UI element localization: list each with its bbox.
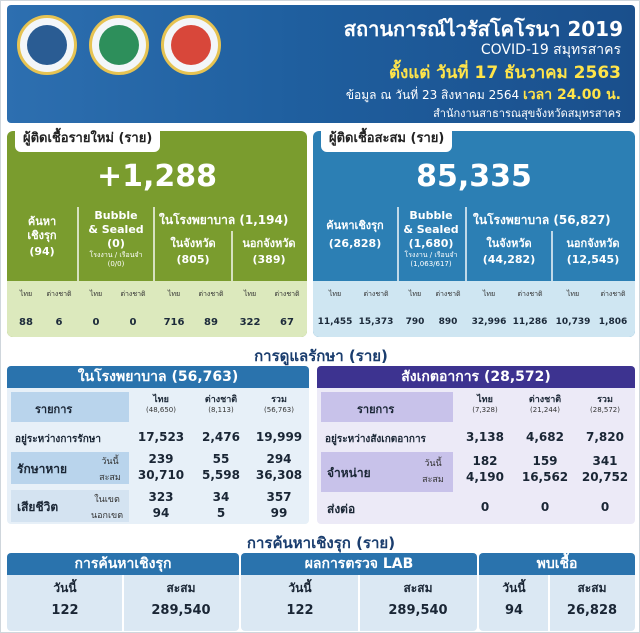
cum-search-value: (26,828) — [328, 237, 382, 250]
label-thai: ไทย — [328, 290, 342, 298]
discharged-today-label: วันนี้ — [424, 459, 442, 469]
label-foreign: ต่างชาติ — [274, 290, 300, 298]
new-bubble-label: Bubble & Sealed — [88, 209, 144, 236]
new-cases-panel — [7, 131, 307, 337]
lab-result-box — [241, 553, 477, 631]
new-search-thai: 88 — [19, 317, 33, 328]
new-search-label: ค้นหา เชิงรุก — [27, 215, 57, 242]
discharged-cum-foreign: 16,562 — [521, 470, 569, 484]
deaths-out-thai: 94 — [152, 506, 170, 520]
discharged-today-total: 341 — [592, 454, 618, 468]
new-out-province: นอกจังหวัด — [242, 237, 296, 250]
label-foreign: ต่างชาติ — [198, 290, 224, 298]
active-search-title: การค้นหาเชิงรุก — [7, 553, 239, 575]
label-foreign: ต่างชาติ — [517, 290, 543, 298]
row-recovered-label: รักษาหาย — [17, 462, 68, 476]
cum-search-label: ค้นหาเชิงรุก — [326, 219, 384, 232]
hospital-care-table — [7, 366, 309, 524]
row-discharged-label: จำหน่าย — [327, 466, 371, 480]
cumulative-total: 85,335 — [416, 159, 532, 194]
observing-foreign: 4,682 — [526, 430, 564, 444]
cum-out-thai: 10,739 — [555, 317, 591, 327]
new-search-foreign: 6 — [55, 317, 63, 328]
discharged-today-thai: 182 — [472, 454, 498, 468]
cum-in-thai: 32,996 — [471, 317, 507, 327]
new-cases-numbers — [7, 281, 307, 337]
new-out-foreign: 67 — [280, 317, 294, 328]
referred-foreign: 0 — [540, 500, 550, 514]
col-total-sub: (56,763) — [264, 406, 294, 414]
data-date-text: ข้อมูล ณ วันที่ 23 สิงหาคม 2564 — [345, 88, 520, 102]
cum-bubble-note-value: (1,063/617) — [410, 260, 452, 268]
label-thai: ไทย — [566, 290, 580, 298]
cum-bubble-label: Bubble & Sealed — [403, 209, 459, 236]
new-cases-total: +1,288 — [96, 159, 218, 194]
ministry-public-health-logo — [89, 15, 149, 75]
label-thai: ไทย — [89, 290, 103, 298]
label-thai: ไทย — [408, 290, 422, 298]
row-treating-label: อยู่ระหว่างการรักษา — [15, 434, 101, 445]
new-bubble-value: (0) — [107, 237, 125, 250]
found-today: 94 — [504, 603, 524, 618]
new-in-thai: 716 — [163, 317, 185, 328]
cum-hospital-label: ในโรงพยาบาล (56,827) — [473, 213, 611, 227]
observation-title: สังเกตอาการ (28,572) — [317, 366, 635, 388]
recovered-cum-foreign: 5,598 — [202, 468, 240, 482]
label-foreign: ต่างชาติ — [120, 290, 146, 298]
active-search-today: 122 — [51, 603, 79, 618]
treating-total: 19,999 — [255, 430, 303, 444]
found-cum-label: สะสม — [577, 581, 607, 595]
organization: สำนักงานสาธารณสุขจังหวัดสมุทรสาคร — [433, 107, 621, 120]
province-seal-logo — [17, 15, 77, 75]
care-section-title: การดูแลรักษา (ราย) — [254, 347, 388, 365]
recovered-today-total: 294 — [266, 452, 292, 466]
new-bubble-note-value: (0/0) — [107, 260, 125, 268]
lab-result-title: ผลการตรวจ LAB — [241, 553, 477, 575]
search-section-title: การค้นหาเชิงรุก (ราย) — [246, 534, 396, 552]
cum-in-province-value: (44,282) — [482, 253, 536, 266]
new-in-foreign: 89 — [204, 317, 218, 328]
header-banner — [7, 5, 635, 123]
discharged-today-foreign: 159 — [532, 454, 558, 468]
col-foreign: ต่างชาติ — [204, 395, 238, 405]
label-thai: ไทย — [482, 290, 496, 298]
new-out-thai: 322 — [239, 317, 261, 328]
since-date: ตั้งแต่ วันที่ 17 ธันวาคม 2563 — [388, 63, 621, 83]
recovered-cum-total: 36,308 — [255, 468, 303, 482]
new-in-province-value: (805) — [176, 253, 210, 266]
cum-bubble-value: (1,680) — [408, 237, 454, 250]
cumulative-panel — [313, 131, 635, 337]
referred-total: 0 — [600, 500, 610, 514]
col-item: รายการ — [357, 403, 395, 416]
lab-today: 122 — [286, 603, 314, 618]
col-foreign-sub: (8,113) — [208, 406, 234, 414]
col-item: รายการ — [35, 403, 73, 416]
col-thai-sub: (7,328) — [472, 406, 498, 414]
recovered-today-foreign: 55 — [212, 452, 230, 466]
label-foreign: ต่างชาติ — [363, 290, 389, 298]
page-title: สถานการณ์ไวรัสโคโรนา 2019 — [343, 17, 623, 41]
recovered-cum-label: สะสม — [99, 473, 121, 483]
observing-thai: 3,138 — [466, 430, 504, 444]
cum-out-foreign: 1,806 — [598, 317, 628, 327]
recovered-today-label: วันนี้ — [101, 457, 119, 467]
treating-thai: 17,523 — [137, 430, 185, 444]
active-search-box — [7, 553, 239, 631]
label-thai: ไทย — [243, 290, 257, 298]
found-today-label: วันนี้ — [502, 581, 526, 595]
lab-cum-label: สะสม — [403, 581, 433, 595]
new-bubble-note — [81, 251, 151, 269]
deaths-out-label: นอกเขต — [90, 511, 124, 521]
cum-bubble-note — [399, 251, 463, 269]
cum-out-province: นอกจังหวัด — [566, 237, 620, 250]
label-foreign: ต่างชาติ — [600, 290, 626, 298]
deaths-in-total: 357 — [266, 490, 292, 504]
found-infection-box — [479, 553, 635, 631]
col-thai-sub: (48,650) — [146, 406, 176, 414]
active-search-cum-label: สะสม — [166, 581, 196, 595]
discharged-cum-total: 20,752 — [581, 470, 629, 484]
col-total: รวม — [597, 395, 613, 405]
cum-in-foreign: 11,286 — [512, 317, 548, 327]
new-in-province: ในจังหวัด — [170, 237, 216, 250]
cum-bubble-foreign: 890 — [438, 317, 458, 327]
label-foreign: ต่างชาติ — [435, 290, 461, 298]
col-foreign: ต่างชาติ — [528, 395, 562, 405]
treating-foreign: 2,476 — [202, 430, 240, 444]
new-bubble-note-text: โรงงาน / เรือนจำ — [89, 251, 143, 259]
cum-out-province-value: (12,545) — [566, 253, 620, 266]
row-deaths-label: เสียชีวิต — [17, 500, 59, 514]
cum-bubble-thai: 790 — [405, 317, 425, 327]
hospital-care-title: ในโรงพยาบาล (56,763) — [7, 366, 309, 388]
cumulative-numbers — [313, 281, 635, 337]
discharged-cum-thai: 4,190 — [466, 470, 504, 484]
row-observing-label: อยู่ระหว่างสังเกตอาการ — [325, 434, 426, 445]
data-date — [346, 84, 621, 106]
recovered-cum-thai: 30,710 — [137, 468, 185, 482]
new-cases-title: ผู้ติดเชื้อรายใหม่ (ราย) — [15, 123, 160, 152]
deaths-in-label: ในเขต — [94, 495, 120, 505]
deaths-out-total: 99 — [270, 506, 288, 520]
new-search-value: (94) — [29, 245, 55, 258]
cum-search-foreign: 15,373 — [358, 317, 394, 327]
observation-table — [317, 366, 635, 524]
deaths-out-foreign: 5 — [216, 506, 226, 520]
col-foreign-sub: (21,244) — [530, 406, 560, 414]
label-thai: ไทย — [167, 290, 181, 298]
observing-total: 7,820 — [586, 430, 624, 444]
page-subtitle: COVID-19 สมุทรสาคร — [480, 42, 621, 58]
found-infection-title: พบเชื้อ — [479, 553, 635, 575]
referred-thai: 0 — [480, 500, 490, 514]
cum-in-province: ในจังหวัด — [486, 237, 532, 250]
new-bubble-foreign: 0 — [129, 317, 137, 328]
data-time: เวลา 24.00 น. — [522, 87, 621, 103]
label-thai: ไทย — [19, 290, 33, 298]
health-office-logo — [161, 15, 221, 75]
deaths-in-thai: 323 — [148, 490, 174, 504]
deaths-in-foreign: 34 — [212, 490, 230, 504]
col-total: รวม — [271, 395, 287, 405]
col-thai: ไทย — [477, 395, 493, 405]
label-foreign: ต่างชาติ — [46, 290, 72, 298]
col-total-sub: (28,572) — [590, 406, 620, 414]
recovered-today-thai: 239 — [148, 452, 174, 466]
new-hospital-label: ในโรงพยาบาล (1,194) — [159, 213, 289, 227]
active-search-cum: 289,540 — [151, 603, 211, 618]
new-out-province-value: (389) — [252, 253, 286, 266]
lab-cum: 289,540 — [388, 603, 448, 618]
new-bubble-thai: 0 — [92, 317, 100, 328]
found-cum: 26,828 — [566, 603, 618, 618]
discharged-cum-label: สะสม — [422, 475, 444, 485]
active-search-today-label: วันนี้ — [53, 581, 77, 595]
cum-bubble-note-text: โรงงาน / เรือนจำ — [404, 251, 458, 259]
row-referred-label: ส่งต่อ — [327, 502, 356, 516]
cumulative-title: ผู้ติดเชื้อสะสม (ราย) — [321, 123, 452, 152]
col-thai: ไทย — [153, 395, 169, 405]
lab-today-label: วันนี้ — [288, 581, 312, 595]
cum-search-thai: 11,455 — [317, 317, 353, 327]
